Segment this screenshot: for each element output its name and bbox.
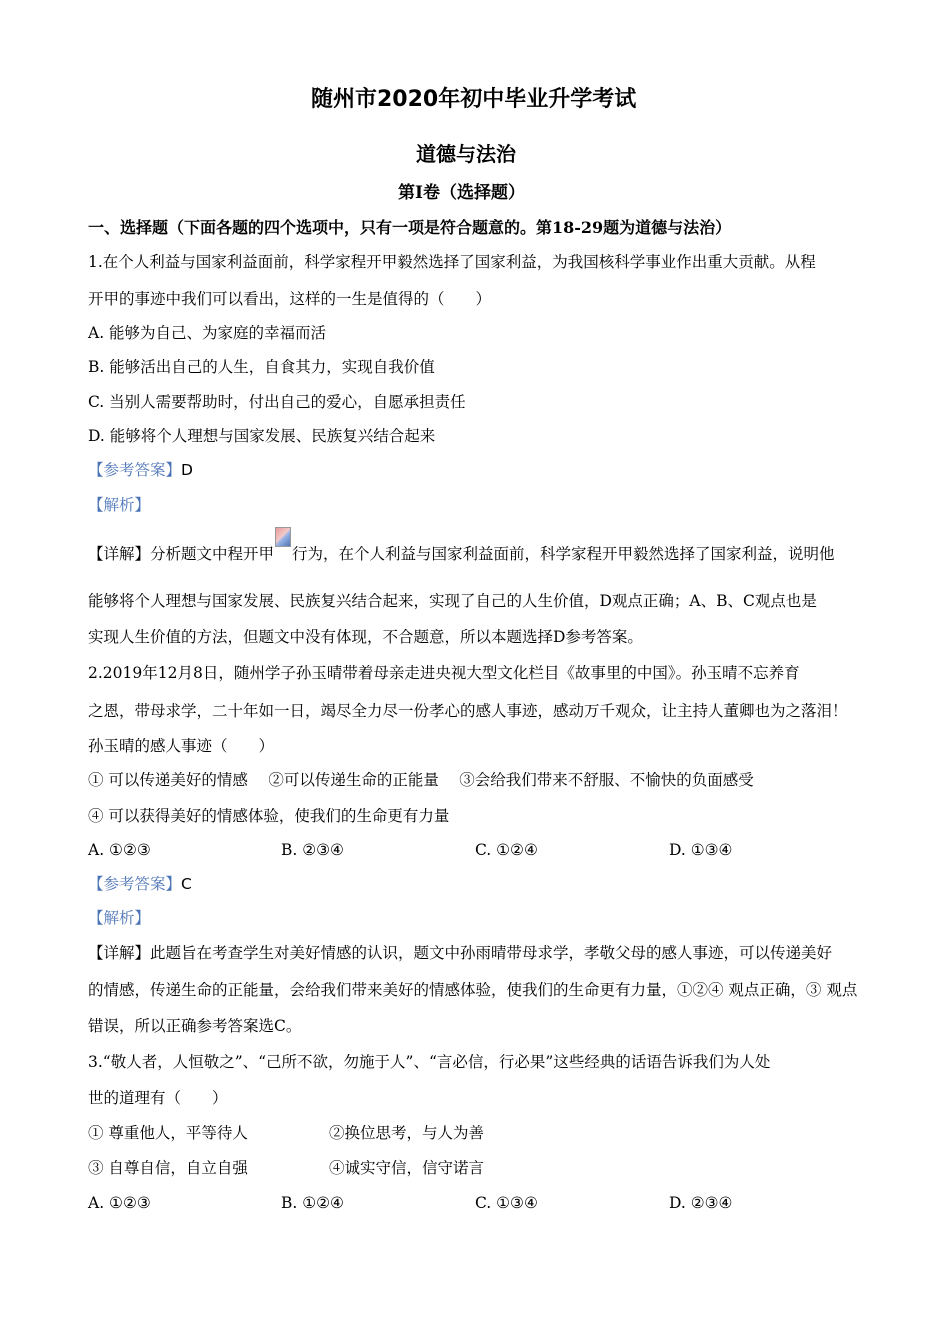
answer-label: 【参考答案】 (88, 461, 182, 479)
q2-answer-value: C (181, 875, 192, 893)
exam-title: 随州市2020年初中毕业升学考试 (311, 87, 637, 112)
detail-label: 【详解】 (88, 545, 151, 563)
q2-statements-line-1: ① 可以传递美好的情感 ②可以传递生命的正能量 ③会给我们带来不舒服、不愉快的负面感受 (88, 771, 754, 789)
q1-option-d: D. 能够将个人理想与国家发展、民族复兴结合起来 (88, 427, 436, 445)
q2-option-b: B. ②③④ (281, 841, 344, 859)
broken-image-icon (275, 527, 291, 547)
q3-statement-2: ②换位思考，与人为善 (329, 1124, 485, 1142)
q3-option-c: C. ①③④ (475, 1194, 538, 1212)
q2-analysis-label: 【解析】 (88, 909, 151, 927)
q1-detail-line-3: 实现人生价值的方法，但题文中没有体现，不合题意，所以本题选择D参考答案。 (88, 628, 643, 646)
q2-option-c: C. ①②④ (475, 841, 538, 859)
q2-detail-line-3: 错误，所以正确参考答案选C。 (88, 1017, 302, 1035)
q1-option-c: C. 当别人需要帮助时，付出自己的爱心，自愿承担责任 (88, 393, 466, 411)
q2-detail-line-1 (88, 943, 832, 963)
q2-option-d: D. ①③④ (669, 841, 733, 859)
q1-option-a: A. 能够为自己、为家庭的幸福而活 (88, 324, 327, 342)
q1-answer-line (88, 460, 193, 480)
q1-analysis-label: 【解析】 (88, 496, 151, 514)
q1-detail-line-1 (88, 541, 835, 564)
q1-option-b: B. 能够活出自己的人生，自食其力，实现自我价值 (88, 358, 435, 376)
volume-title: 第Ⅰ卷（选择题） (398, 183, 525, 203)
q2-answer-line (88, 874, 192, 894)
q3-statement-4: ④诚实守信，信守诺言 (329, 1159, 485, 1177)
q2-stem-line-2: 之恩，带母求学，二十年如一日，竭尽全力尽一份孝心的感人事迹，感动万千观众，让主持人董卿也为之落泪！ (88, 702, 848, 720)
q3-stem-line-2: 世的道理有（ ） (88, 1089, 228, 1107)
q2-stem-line-1: 2.2019年12月8日，随州学子孙玉晴带着母亲走进央视大型文化栏目《故事里的中国》。孙玉晴不忘养育 (88, 664, 800, 682)
q3-option-d: D. ②③④ (669, 1194, 733, 1212)
answer-label: 【参考答案】 (88, 875, 182, 893)
section-heading: 一、选择题（下面各题的四个选项中，只有一项是符合题意的。第18-29题为道德与法治） (88, 218, 732, 237)
q1-detail-text-a: 分析题文中程开甲 (150, 545, 275, 563)
detail-label: 【详解】 (88, 944, 151, 962)
q2-stem-line-3: 孙玉晴的感人事迹（ ） (88, 737, 275, 755)
q3-stem-line-1: 3.“敬人者，人恒敬之”、“己所不欲，勿施于人”、“言必信，行必果”这些经典的话语告诉我们为人处 (88, 1053, 771, 1071)
q1-detail-text-b: 行为，在个人利益与国家利益面前，科学家程开甲毅然选择了国家利益，说明他 (292, 545, 835, 563)
q2-statements-line-2: ④ 可以获得美好的情感体验，使我们的生命更有力量 (88, 807, 450, 825)
q3-statement-3: ③ 自尊自信，自立自强 (88, 1159, 248, 1177)
q1-answer-value: D (181, 461, 193, 479)
q3-option-a: A. ①②③ (88, 1194, 151, 1212)
q2-option-a: A. ①②③ (88, 841, 151, 859)
q1-stem-line-2: 开甲的事迹中我们可以看出，这样的一生是值得的（ ） (88, 290, 492, 308)
q1-detail-line-2: 能够将个人理想与国家发展、民族复兴结合起来，实现了自己的人生价值，D观点正确；A、B、C观点也是 (88, 592, 817, 610)
q3-statement-1: ① 尊重他人，平等待人 (88, 1124, 248, 1142)
q3-option-b: B. ①②④ (281, 1194, 344, 1212)
subject-title: 道德与法治 (416, 142, 516, 166)
q1-stem-line-1: 1.在个人利益与国家利益面前，科学家程开甲毅然选择了国家利益，为我国核科学事业作出重大贡献。从程 (88, 253, 816, 271)
q2-detail-line-2: 的情感，传递生命的正能量，会给我们带来美好的情感体验，使我们的生命更有力量，①②④ 观点正确，③ 观点 (88, 981, 858, 999)
q2-detail-text: 此题旨在考查学生对美好情感的认识，题文中孙雨晴带母求学，孝敬父母的感人事迹，可以传递美好 (150, 944, 833, 962)
